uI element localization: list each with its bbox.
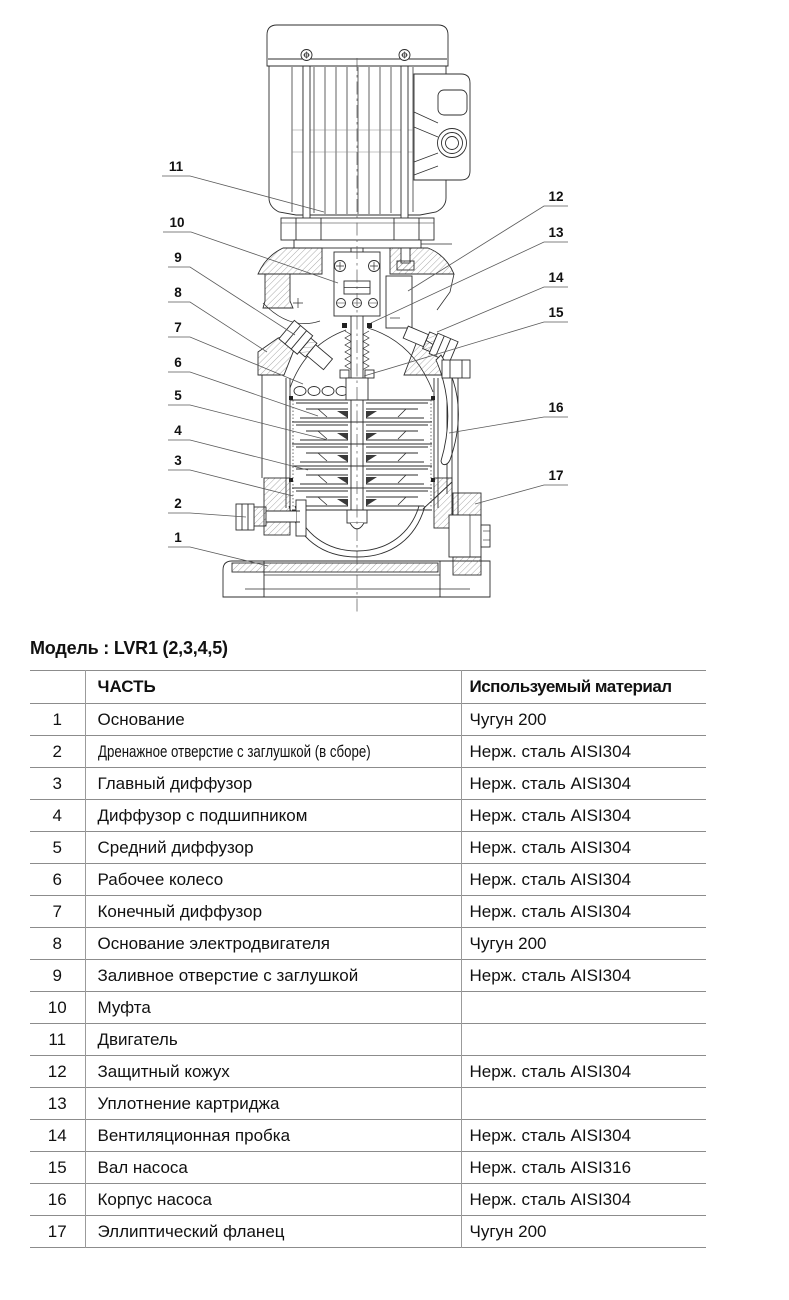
part-number: 8 <box>52 933 62 953</box>
seal-spring-icon <box>363 331 369 370</box>
part-material <box>461 1024 706 1056</box>
part-name: Двигатель <box>85 1024 461 1056</box>
part-material: Чугун 200 <box>461 704 706 736</box>
part-name: Вентиляционная пробка <box>85 1120 461 1152</box>
table-row <box>30 960 706 992</box>
part-material: Чугун 200 <box>461 928 706 960</box>
model-title: Модель : LVR1 (2,3,4,5) <box>30 638 228 658</box>
part-material: Нерж. сталь AISI304 <box>461 832 706 864</box>
callout-label: 15 <box>548 305 564 320</box>
table-row <box>30 928 706 960</box>
motor-fan-cover <box>267 25 448 66</box>
table-row <box>30 1024 706 1056</box>
callout-label: 9 <box>174 250 182 265</box>
callout-label: 6 <box>174 355 182 370</box>
part-material: Нерж. сталь AISI304 <box>461 864 706 896</box>
motor-flange <box>281 218 452 248</box>
part-name: Защитный кожух <box>85 1056 461 1088</box>
callout-label: 2 <box>174 496 182 511</box>
part-name: Рабочее колесо <box>85 864 461 896</box>
part-name: Основание электродвигателя <box>85 928 461 960</box>
part-material <box>461 1088 706 1120</box>
table-row <box>30 1152 706 1184</box>
callout-label: 4 <box>174 423 182 438</box>
part-material: Нерж. сталь AISI304 <box>461 800 706 832</box>
part-material: Нерж. сталь AISI304 <box>461 1056 706 1088</box>
table-row <box>30 1120 706 1152</box>
callout-14 <box>437 270 568 332</box>
callout-label: 14 <box>548 270 564 285</box>
part-material: Нерж. сталь AISI304 <box>461 960 706 992</box>
table-row <box>30 1216 706 1248</box>
seal-spring-icon <box>345 331 351 370</box>
callout-label: 10 <box>169 215 185 230</box>
part-name: Вал насоса <box>85 1152 461 1184</box>
part-name: Корпус насоса <box>85 1184 461 1216</box>
base <box>223 561 490 597</box>
part-name: Дренажное отверстие с заглушкой (в сборе) <box>85 736 461 768</box>
callout-label: 7 <box>174 320 182 335</box>
table-row <box>30 1184 706 1216</box>
table-row <box>30 864 706 896</box>
coupling <box>334 252 380 316</box>
table-row <box>30 800 706 832</box>
part-name: Диффузор с подшипником <box>85 800 461 832</box>
table-row <box>30 768 706 800</box>
callout-6 <box>168 355 318 416</box>
part-number: 15 <box>47 1157 67 1177</box>
callout-label: 8 <box>174 285 182 300</box>
callout-17 <box>475 468 568 504</box>
header-material: Используемый материал <box>461 671 706 704</box>
part-number: 13 <box>47 1093 67 1113</box>
part-number: 5 <box>52 837 62 857</box>
part-number: 3 <box>52 773 62 793</box>
table-row <box>30 736 706 768</box>
callout-label: 11 <box>168 159 184 174</box>
part-number: 10 <box>47 997 67 1017</box>
callout-4 <box>168 423 308 470</box>
part-name: Конечный диффузор <box>85 896 461 928</box>
callout-label: 13 <box>548 225 564 240</box>
tie-bolt-left <box>303 50 310 220</box>
part-number: 12 <box>47 1061 67 1081</box>
parts-table <box>30 670 706 1248</box>
tie-bolt-right <box>401 50 408 220</box>
part-number: 4 <box>52 805 62 825</box>
pump-diagram <box>0 0 789 632</box>
callout-label: 3 <box>174 453 182 468</box>
center-mark-icon <box>293 298 303 308</box>
part-material: Нерж. сталь AISI304 <box>461 1184 706 1216</box>
coupling-guard <box>386 276 412 328</box>
part-material: Нерж. сталь AISI316 <box>461 1152 706 1184</box>
part-material: Нерж. сталь AISI304 <box>461 768 706 800</box>
part-number: 1 <box>52 709 62 729</box>
part-name: Средний диффузор <box>85 832 461 864</box>
callout-label: 17 <box>548 468 564 483</box>
part-name: Эллиптический фланец <box>85 1216 461 1248</box>
callout-2 <box>168 496 246 517</box>
table-row <box>30 1088 706 1120</box>
callout-16 <box>449 400 568 433</box>
callout-label: 1 <box>174 530 182 545</box>
table-row <box>30 832 706 864</box>
part-number: 2 <box>52 741 62 761</box>
part-number: 6 <box>52 869 62 889</box>
lantern-windows <box>294 387 348 396</box>
part-number: 17 <box>47 1221 67 1241</box>
table-header-row <box>30 671 706 704</box>
part-name: Главный диффузор <box>85 768 461 800</box>
part-name: Уплотнение картриджа <box>85 1088 461 1120</box>
part-number: 14 <box>47 1125 67 1145</box>
table-row <box>30 704 706 736</box>
callout-label: 16 <box>548 400 564 415</box>
part-name: Основание <box>85 704 461 736</box>
table-row <box>30 1056 706 1088</box>
callout-8 <box>168 285 267 352</box>
pump-bowl <box>289 482 452 557</box>
terminal-box <box>414 74 470 180</box>
part-name: Муфта <box>85 992 461 1024</box>
part-number: 16 <box>47 1189 67 1209</box>
header-num <box>30 671 85 704</box>
part-material: Чугун 200 <box>461 1216 706 1248</box>
header-part: ЧАСТЬ <box>85 671 461 704</box>
callout-label: 5 <box>174 388 182 403</box>
part-number: 11 <box>48 1029 67 1049</box>
callout-label: 12 <box>548 189 564 204</box>
part-number: 7 <box>52 901 62 921</box>
part-material: Нерж. сталь AISI304 <box>461 1120 706 1152</box>
part-material <box>461 992 706 1024</box>
table-row <box>30 992 706 1024</box>
part-material: Нерж. сталь AISI304 <box>461 896 706 928</box>
table-row <box>30 896 706 928</box>
part-name: Заливное отверстие с заглушкой <box>85 960 461 992</box>
part-material: Нерж. сталь AISI304 <box>461 736 706 768</box>
part-number: 9 <box>52 965 62 985</box>
callout-5 <box>168 388 328 440</box>
